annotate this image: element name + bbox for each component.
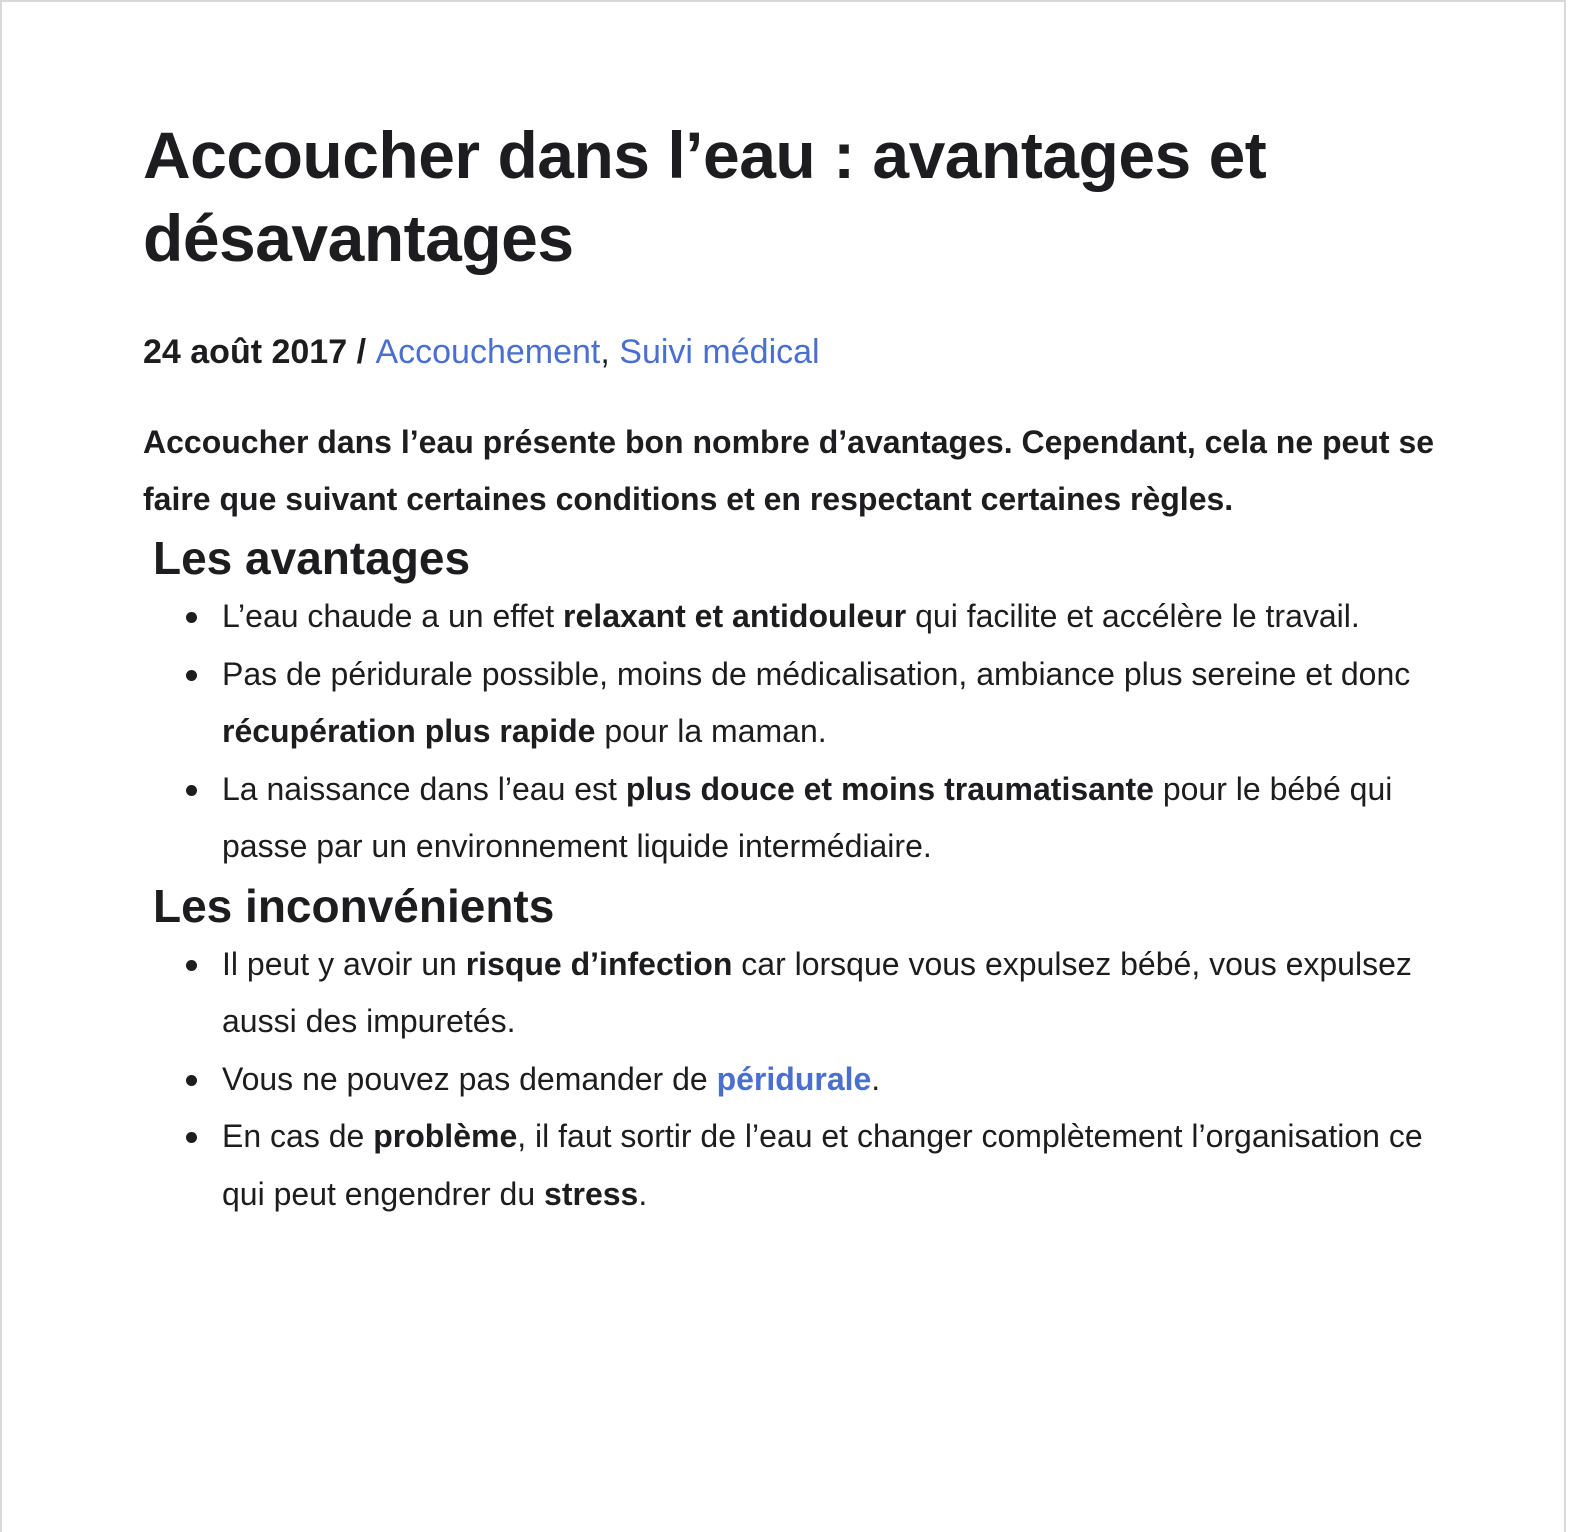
bullet-icon: [186, 612, 197, 623]
advantages-list: [143, 588, 1443, 876]
item-text: Vous ne pouvez pas demander de: [222, 1060, 717, 1097]
drawbacks-heading: Les inconvénients: [153, 879, 555, 932]
item-text: Il peut y avoir un: [222, 945, 466, 982]
item-text: L’eau chaude a un effet: [222, 598, 564, 634]
post-date: 24 août 2017: [143, 333, 348, 371]
item-bold: stress: [544, 1175, 639, 1212]
category-link-accouchement[interactable]: Accouchement: [375, 333, 601, 371]
item-bold: problème: [373, 1118, 518, 1154]
list-item: [143, 761, 1443, 876]
item-text: .: [871, 1060, 881, 1097]
category-link-suivi-medical[interactable]: Suivi médical: [619, 333, 820, 371]
category-separator: ,: [600, 333, 620, 371]
item-text: En cas de: [222, 1118, 374, 1154]
item-bold: plus douce et moins traumatisante: [625, 770, 1154, 807]
article-meta: [143, 330, 1443, 374]
bullet-icon: [186, 1132, 197, 1143]
advantages-heading: Les avantages: [153, 532, 471, 584]
peridurale-link[interactable]: péridurale: [716, 1060, 872, 1097]
list-item: [143, 1051, 1443, 1109]
list-item: [143, 646, 1443, 761]
item-text: , il faut sortir de l’eau et changer complètement l’organisation ce qui peut engendrer du: [222, 1118, 1423, 1212]
bullet-icon: [186, 785, 197, 796]
item-bold: relaxant et antidouleur: [563, 598, 907, 634]
drawbacks-list: [143, 936, 1443, 1224]
item-text: La naissance dans l’eau est: [222, 770, 626, 807]
item-text: Pas de péridurale possible, moins de médicalisation, ambiance plus sereine et donc: [222, 655, 1411, 692]
meta-separator: /: [347, 333, 376, 371]
item-text: pour le bébé qui passe par un environnement liquide intermédiaire.: [222, 770, 1393, 864]
list-item: [143, 588, 1443, 646]
list-item: [143, 936, 1443, 1051]
item-text: .: [638, 1175, 648, 1212]
bullet-icon: [186, 960, 197, 971]
item-text: qui facilite et accélère le travail.: [906, 598, 1360, 634]
article: [143, 114, 1443, 1223]
bullet-icon: [186, 1075, 197, 1086]
item-text: pour la maman.: [595, 713, 827, 749]
article-title: Accoucher dans l’eau : avantages et désavantages: [143, 118, 1267, 275]
item-bold: récupération plus rapide: [222, 713, 596, 749]
item-text: car lorsque vous expulsez bébé, vous expulsez aussi des impuretés.: [222, 945, 1412, 1039]
item-bold: risque d’infection: [465, 945, 733, 982]
bullet-icon: [186, 670, 197, 681]
article-intro: Accoucher dans l’eau présente bon nombre d’avantages. Cependant, cela ne peut se faire que suivant certaines conditions et en respectant certaines règles.: [143, 424, 1435, 517]
list-item: [143, 1108, 1443, 1223]
